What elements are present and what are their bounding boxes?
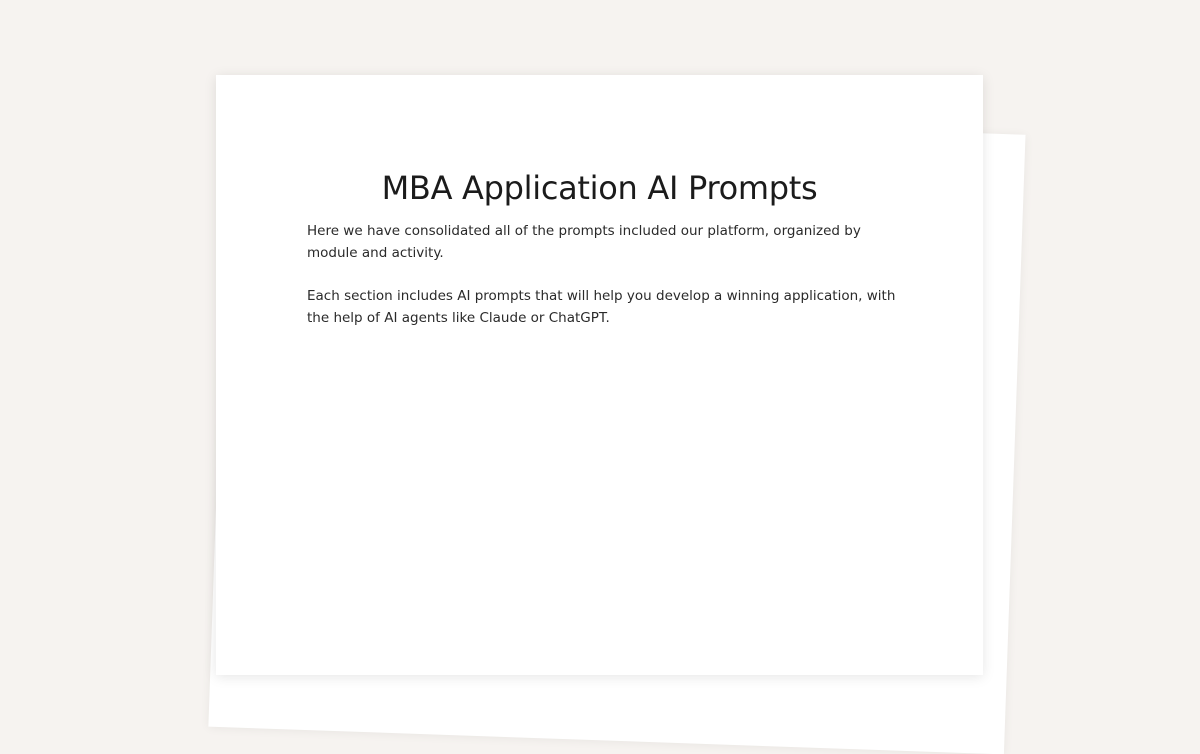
sections-paragraph: Each section includes AI prompts that will help you develop a winning application, with the help of AI agents like Claude or ChatGPT. — [307, 288, 896, 326]
document-page — [216, 75, 983, 675]
document-body — [307, 221, 897, 351]
intro-paragraph: Here we have consolidated all of the prompts included our platform, organized by module and activity. — [307, 223, 861, 261]
document-title: MBA Application AI Prompts — [381, 169, 818, 207]
